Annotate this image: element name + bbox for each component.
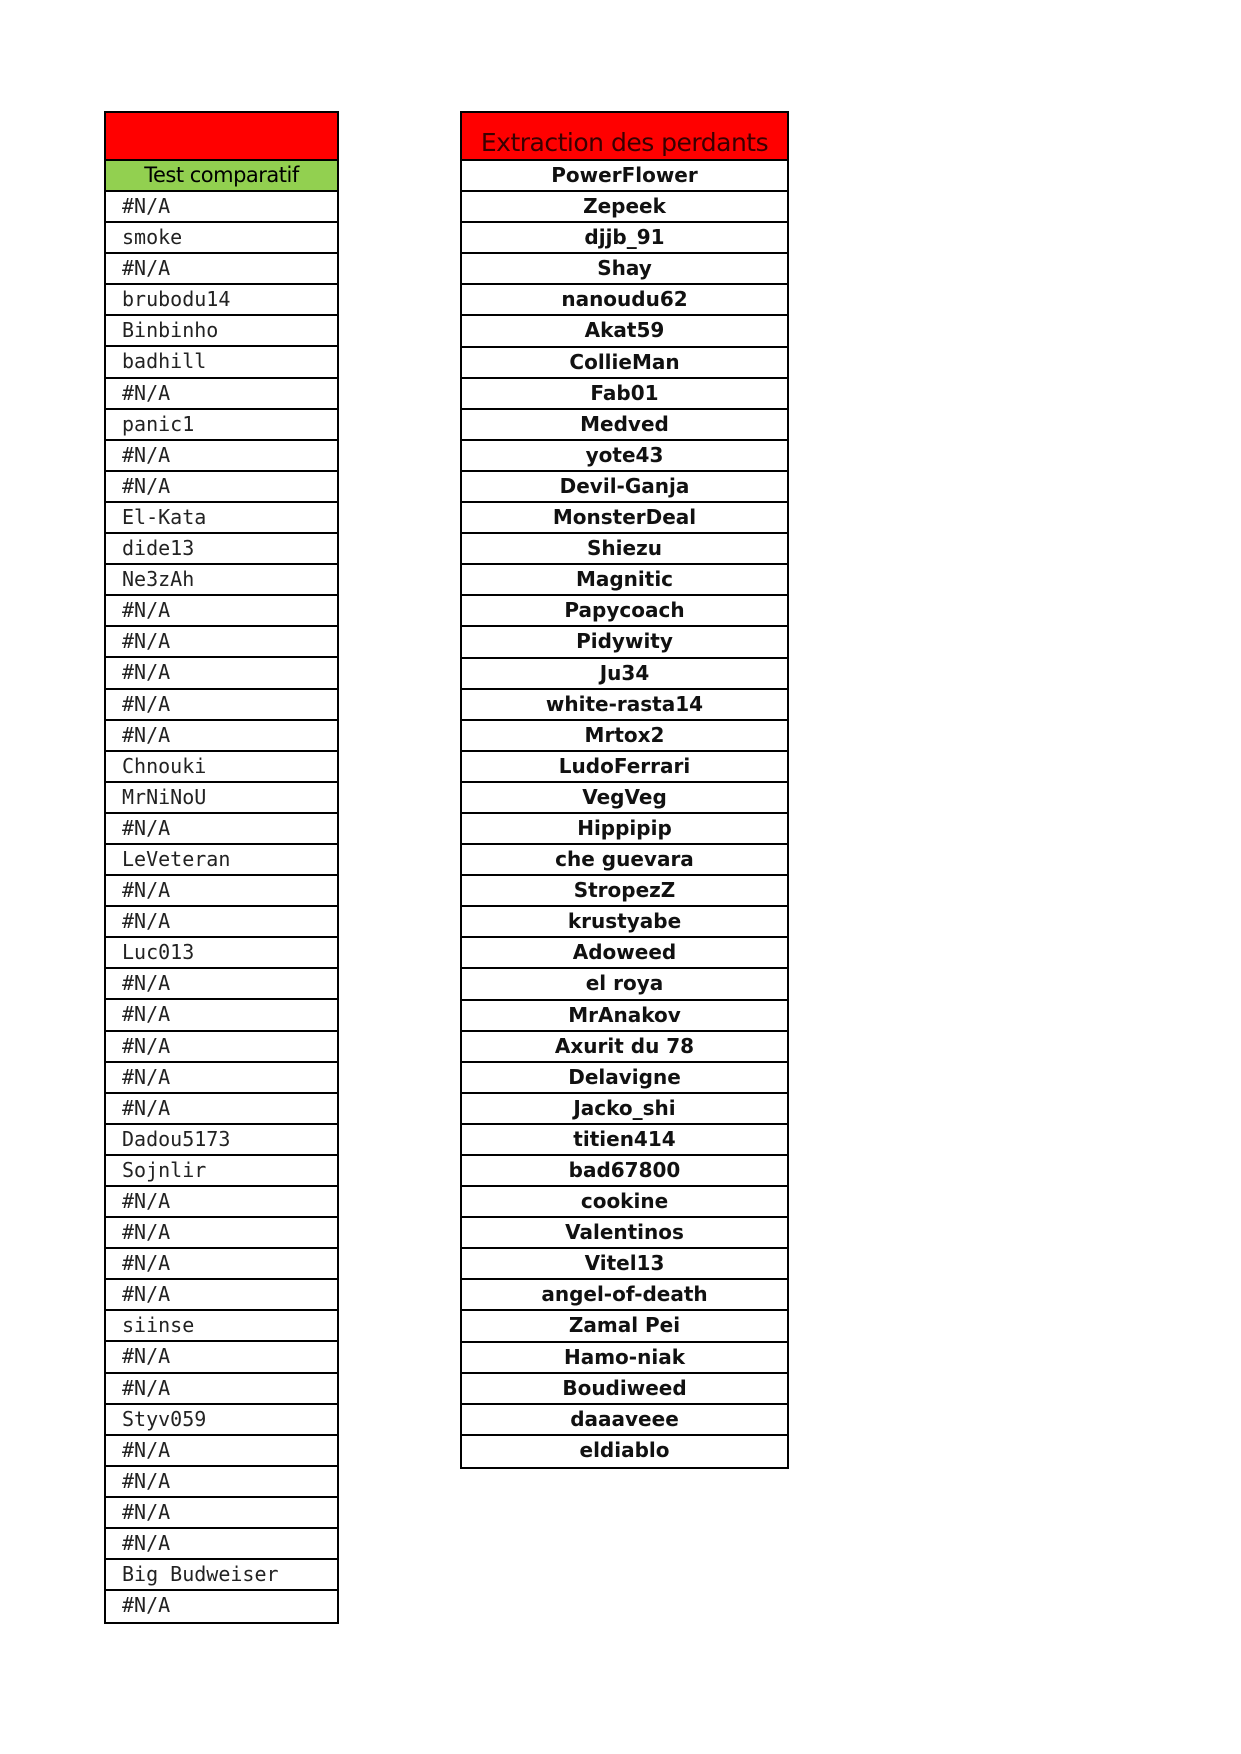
perdant-name-cell: Vitel13 [462, 1249, 787, 1280]
test-comparatif-cell: Dadou5173 [106, 1125, 337, 1156]
perdant-name-cell: VegVeg [462, 783, 787, 814]
perdant-name-cell: el roya [462, 969, 787, 1000]
test-comparatif-header: Test comparatif [106, 161, 337, 192]
extraction-perdants-header: Extraction des perdants [462, 113, 787, 161]
test-comparatif-cell: #N/A [106, 1032, 337, 1063]
test-comparatif-cell: #N/A [106, 721, 337, 752]
perdant-name-cell: Pidywity [462, 627, 787, 658]
test-comparatif-cell: Ne3zAh [106, 565, 337, 596]
test-comparatif-cell: Binbinho [106, 316, 337, 347]
test-comparatif-cell: badhill [106, 347, 337, 378]
extraction-perdants-column [460, 111, 789, 1469]
test-comparatif-cell: #N/A [106, 690, 337, 721]
perdant-name-cell: LudoFerrari [462, 752, 787, 783]
perdant-name-cell: MrAnakov [462, 1001, 787, 1032]
test-comparatif-cell: Sojnlir [106, 1156, 337, 1187]
perdant-name-cell: Zepeek [462, 192, 787, 223]
test-comparatif-cell: #N/A [106, 658, 337, 689]
test-comparatif-cell: smoke [106, 223, 337, 254]
test-comparatif-cell: #N/A [106, 379, 337, 410]
perdant-name-cell: Shiezu [462, 534, 787, 565]
test-comparatif-cell: #N/A [106, 1498, 337, 1529]
perdant-name-cell: Ju34 [462, 659, 787, 690]
test-comparatif-cell: #N/A [106, 1374, 337, 1405]
test-comparatif-cell: #N/A [106, 627, 337, 658]
test-comparatif-cell: #N/A [106, 596, 337, 627]
test-comparatif-cell: #N/A [106, 907, 337, 938]
test-comparatif-cell: Styv059 [106, 1405, 337, 1436]
test-comparatif-cell: #N/A [106, 472, 337, 503]
test-comparatif-cell: #N/A [106, 192, 337, 223]
test-comparatif-cell: Luc013 [106, 938, 337, 969]
test-comparatif-cell: #N/A [106, 1249, 337, 1280]
test-comparatif-cell: #N/A [106, 441, 337, 472]
perdant-name-cell: Mrtox2 [462, 721, 787, 752]
left-red-header [106, 113, 337, 161]
perdant-name-cell: Valentinos [462, 1218, 787, 1249]
test-comparatif-cell: #N/A [106, 1467, 337, 1498]
perdant-name-cell: CollieMan [462, 348, 787, 379]
perdant-name-cell: Fab01 [462, 379, 787, 410]
perdant-name-cell: Jacko_shi [462, 1094, 787, 1125]
test-comparatif-rows [106, 192, 337, 1622]
perdant-name-cell: djjb_91 [462, 223, 787, 254]
test-comparatif-cell: El-Kata [106, 503, 337, 534]
test-comparatif-cell: #N/A [106, 254, 337, 285]
test-comparatif-cell: dide13 [106, 534, 337, 565]
test-comparatif-cell: brubodu14 [106, 285, 337, 316]
test-comparatif-cell: Big Budweiser [106, 1560, 337, 1591]
perdant-name-cell: nanoudu62 [462, 285, 787, 316]
test-comparatif-cell: #N/A [106, 814, 337, 845]
perdant-name-cell: che guevara [462, 845, 787, 876]
perdant-name-cell: StropezZ [462, 876, 787, 907]
test-comparatif-cell: LeVeteran [106, 845, 337, 876]
perdant-name-cell: bad67800 [462, 1156, 787, 1187]
test-comparatif-cell: #N/A [106, 1187, 337, 1218]
perdant-name-cell: daaaveee [462, 1405, 787, 1436]
perdant-name-cell: Akat59 [462, 316, 787, 347]
test-comparatif-cell: #N/A [106, 876, 337, 907]
test-comparatif-cell: #N/A [106, 1000, 337, 1031]
test-comparatif-cell: #N/A [106, 1218, 337, 1249]
test-comparatif-cell: #N/A [106, 1063, 337, 1094]
perdant-name-cell: yote43 [462, 441, 787, 472]
perdant-name-cell: cookine [462, 1187, 787, 1218]
perdant-name-cell: Devil-Ganja [462, 472, 787, 503]
test-comparatif-cell: #N/A [106, 1280, 337, 1311]
perdant-name-cell: Adoweed [462, 938, 787, 969]
perdant-name-cell: white-rasta14 [462, 690, 787, 721]
perdant-name-cell: Papycoach [462, 596, 787, 627]
test-comparatif-cell: #N/A [106, 1342, 337, 1373]
perdant-name-cell: Medved [462, 410, 787, 441]
test-comparatif-cell: MrNiNoU [106, 783, 337, 814]
perdant-name-cell: eldiablo [579, 1437, 670, 1462]
extraction-perdants-rows [462, 161, 787, 1467]
perdant-name-cell: Delavigne [462, 1063, 787, 1094]
test-comparatif-cell: siinse [106, 1311, 337, 1342]
test-comparatif-cell: #N/A [106, 1529, 337, 1560]
perdant-name-cell: PowerFlower [462, 161, 787, 192]
test-comparatif-cell: #N/A [106, 1436, 337, 1467]
perdant-name-cell: angel-of-death [462, 1280, 787, 1311]
perdant-name-cell: Hamo-niak [462, 1343, 787, 1374]
perdant-name-cell: Magnitic [462, 565, 787, 596]
perdant-name-cell: Zamal Pei [462, 1311, 787, 1342]
test-comparatif-cell: #N/A [106, 969, 337, 1000]
perdant-name-cell: titien414 [462, 1125, 787, 1156]
perdant-name-cell: MonsterDeal [462, 503, 787, 534]
perdant-name-cell: krustyabe [462, 907, 787, 938]
test-comparatif-cell: #N/A [106, 1094, 337, 1125]
perdant-name-cell: Boudiweed [462, 1374, 787, 1405]
test-comparatif-cell: Chnouki [106, 752, 337, 783]
test-comparatif-column [104, 111, 339, 1624]
perdant-name-cell: Axurit du 78 [462, 1032, 787, 1063]
test-comparatif-cell: #N/A [122, 1593, 171, 1618]
perdant-name-cell: Hippipip [462, 814, 787, 845]
perdant-name-cell: Shay [462, 254, 787, 285]
test-comparatif-cell: panic1 [106, 410, 337, 441]
